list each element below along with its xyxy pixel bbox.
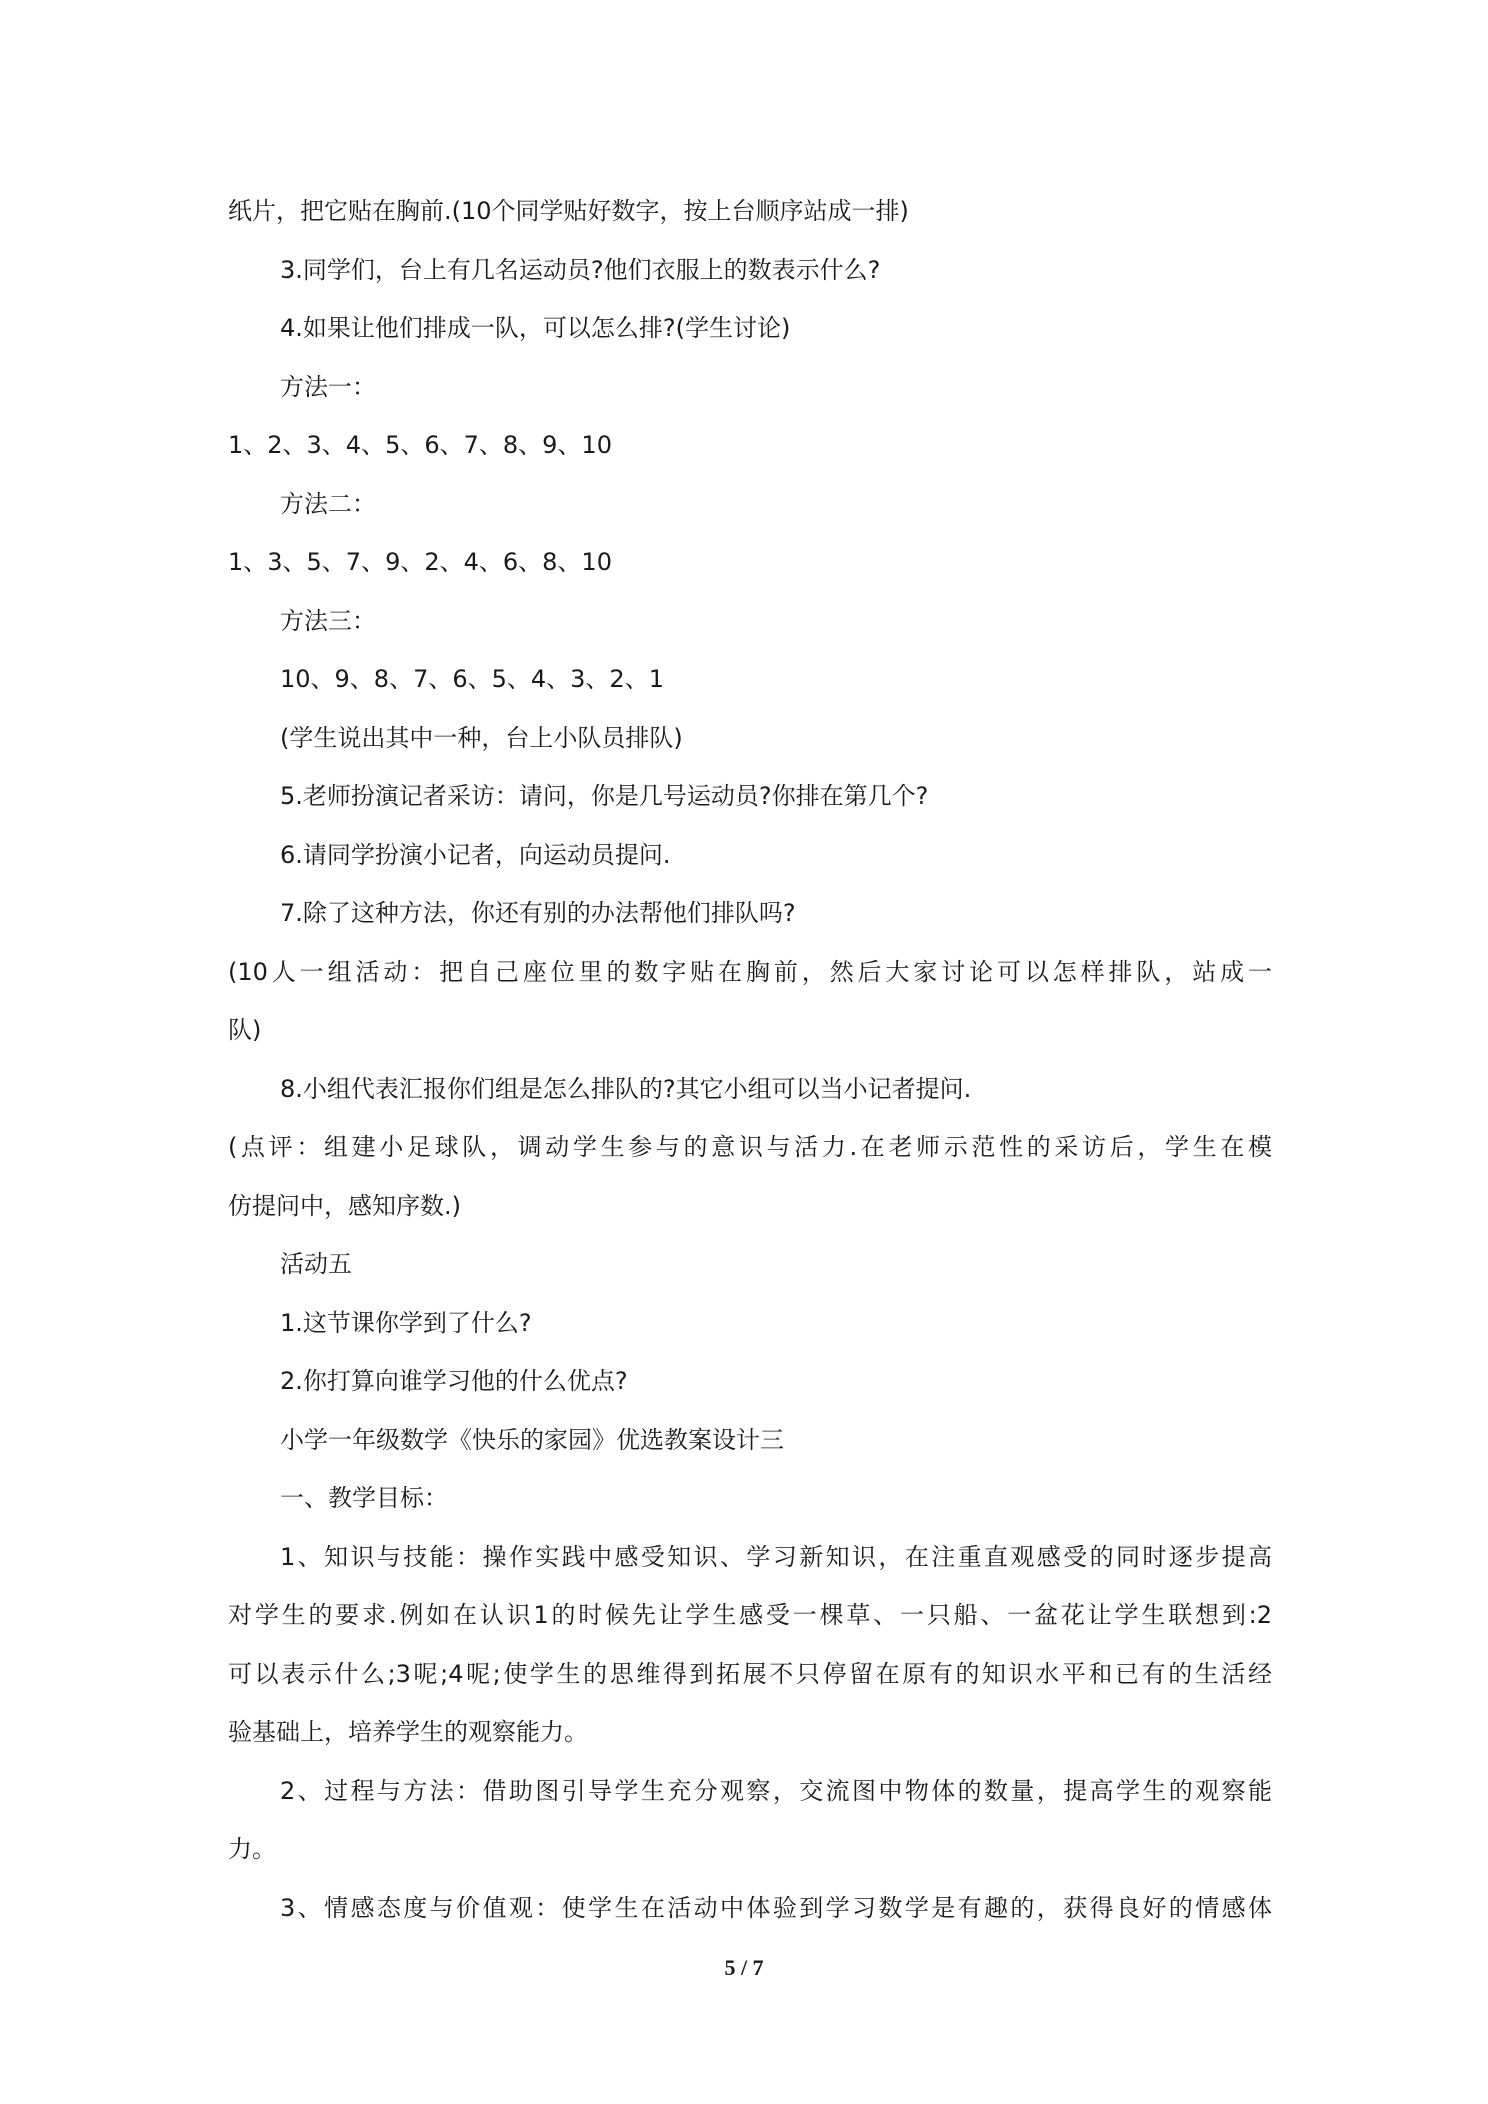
paragraph-line: 活动五 bbox=[280, 1250, 352, 1278]
paragraph-line: 方法二： bbox=[280, 490, 376, 518]
paragraph-line: 对学生的要求.例如在认识1的时候先让学生感受一棵草、一只船、一盆花让学生联想到:2 bbox=[228, 1601, 1272, 1629]
paragraph-line: (点评：组建小足球队，调动学生参与的意识与活力.在老师示范性的采访后，学生在模 bbox=[228, 1133, 1272, 1161]
paragraph-line: 纸片，把它贴在胸前.(10个同学贴好数字，按上台顺序站成一排) bbox=[228, 197, 909, 225]
paragraph-line: 可以表示什么;3呢;4呢;使学生的思维得到拓展不只停留在原有的知识水平和已有的生活经 bbox=[228, 1660, 1272, 1688]
paragraph-line: 4.如果让他们排成一队，可以怎么排?(学生讨论) bbox=[280, 314, 791, 342]
paragraph-line: 一、教学目标： bbox=[280, 1484, 448, 1512]
paragraph-line: 7.除了这种方法，你还有别的办法帮他们排队吗? bbox=[280, 899, 796, 927]
paragraph-line: (10人一组活动：把自己座位里的数字贴在胸前，然后大家讨论可以怎样排队，站成一 bbox=[228, 958, 1272, 986]
paragraph-line: 1.这节课你学到了什么? bbox=[280, 1309, 532, 1337]
paragraph-line: 方法一： bbox=[280, 373, 376, 401]
section-heading: 小学一年级数学《快乐的家园》优选教案设计三 bbox=[280, 1426, 784, 1454]
paragraph-line: 3、情感态度与价值观：使学生在活动中体验到学习数学是有趣的，获得良好的情感体 bbox=[280, 1894, 1272, 1922]
paragraph-line: 10、9、8、7、6、5、4、3、2、1 bbox=[280, 665, 664, 693]
paragraph-line: 1、知识与技能：操作实践中感受知识、学习新知识，在注重直观感受的同时逐步提高 bbox=[280, 1543, 1272, 1571]
page-number: 5 / 7 bbox=[724, 1955, 764, 1980]
paragraph-line: 力。 bbox=[228, 1835, 276, 1863]
paragraph-line: 5.老师扮演记者采访：请问，你是几号运动员?你排在第几个? bbox=[280, 782, 929, 810]
paragraph-line: 方法三： bbox=[280, 607, 376, 635]
paragraph-line: 1、3、5、7、9、2、4、6、8、10 bbox=[228, 548, 612, 576]
paragraph-line: 仿提问中，感知序数.) bbox=[228, 1192, 461, 1220]
paragraph-line: 验基础上，培养学生的观察能力。 bbox=[228, 1718, 588, 1746]
paragraph-line: 8.小组代表汇报你们组是怎么排队的?其它小组可以当小记者提问. bbox=[280, 1075, 972, 1103]
paragraph-line: 队) bbox=[228, 1016, 262, 1044]
paragraph-line: 3.同学们，台上有几名运动员?他们衣服上的数表示什么? bbox=[280, 256, 881, 284]
paragraph-line: (学生说出其中一种，台上小队员排队) bbox=[280, 724, 683, 752]
paragraph-line: 1、2、3、4、5、6、7、8、9、10 bbox=[228, 431, 612, 459]
paragraph-line: 2、过程与方法：借助图引导学生充分观察，交流图中物体的数量，提高学生的观察能 bbox=[280, 1777, 1272, 1805]
paragraph-line: 2.你打算向谁学习他的什么优点? bbox=[280, 1367, 628, 1395]
paragraph-line: 6.请同学扮演小记者，向运动员提问. bbox=[280, 841, 671, 869]
